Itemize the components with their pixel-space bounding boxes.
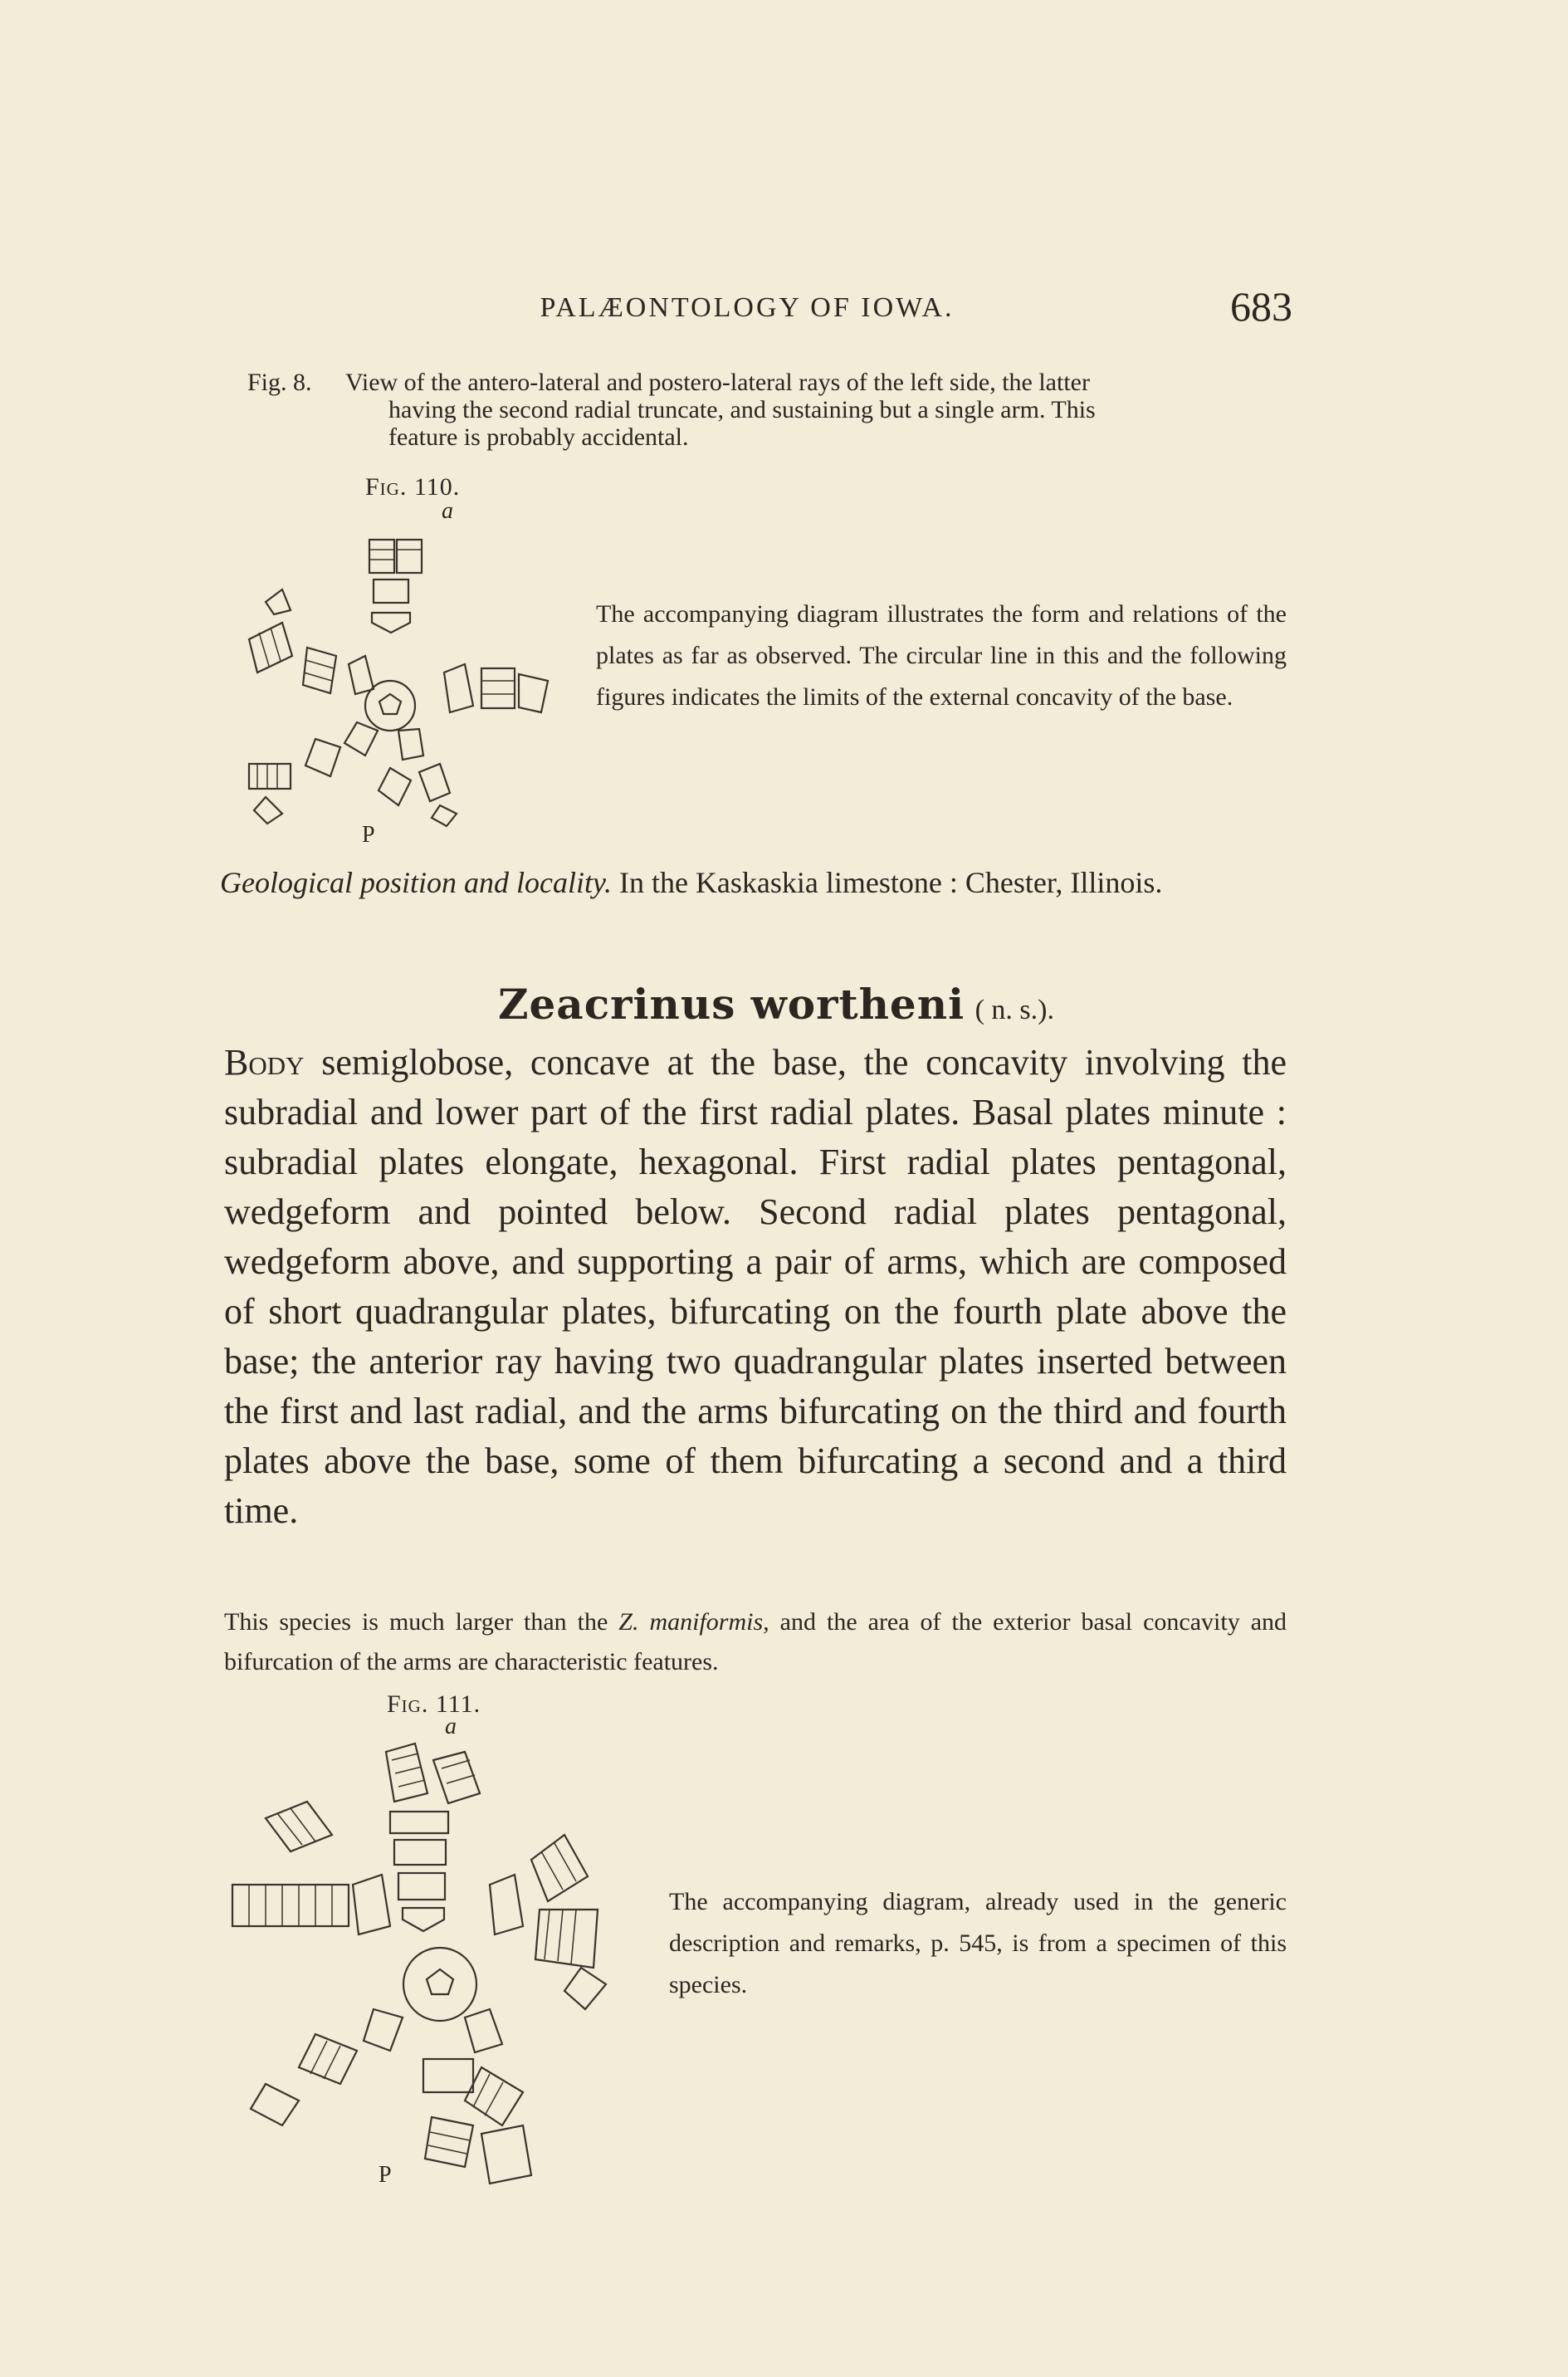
fig-111-radial-plate bbox=[465, 2009, 502, 2052]
fig-110-radial-plate bbox=[344, 722, 378, 756]
fig-110-diagram bbox=[232, 531, 581, 830]
fig-111-radial-plate bbox=[398, 1873, 445, 1900]
fig-110-arm-plate bbox=[266, 589, 291, 614]
fig-110-arm-plate bbox=[432, 805, 457, 826]
fig-110-arm-plate bbox=[305, 739, 340, 776]
fig-110-radial-plate bbox=[444, 664, 473, 712]
fig-111-arm-plate bbox=[433, 1752, 480, 1803]
fig-111-radial-plate bbox=[364, 2009, 403, 2051]
fig-111-diagram bbox=[216, 1735, 664, 2200]
fig-110-basal-plates bbox=[379, 694, 401, 714]
page-number: 683 bbox=[1230, 283, 1292, 330]
fig-111-arm-plate bbox=[423, 2059, 473, 2092]
species-name: Zeacrinus wortheni bbox=[498, 980, 965, 1029]
remark-after: and the area of the exterior basal concavity and bifurcation of the arms are characteristic features. bbox=[224, 1608, 1287, 1675]
fig-110-arm-plate bbox=[369, 540, 394, 573]
species-description bbox=[224, 1038, 1287, 1536]
fig-110-arm-plate bbox=[379, 768, 411, 805]
fig-111-radial-plate bbox=[403, 1908, 444, 1931]
fig-111-arm-plate bbox=[531, 1835, 588, 1901]
fig-111-label: Fig. 111. bbox=[387, 1690, 481, 1718]
fig-111-arm-plate bbox=[481, 2125, 531, 2184]
fig-110-radial-plate bbox=[374, 580, 408, 603]
fig-111-arm-plate bbox=[266, 1802, 332, 1851]
fig-110-arm-plate bbox=[249, 623, 292, 673]
fig-111-radial-plate bbox=[490, 1875, 523, 1934]
remark-species-ref: Z. maniformis, bbox=[618, 1608, 769, 1636]
fig-110-arm-plate bbox=[481, 668, 515, 708]
fig-111-arm-plate bbox=[390, 1812, 448, 1833]
fig-110-arm-plate bbox=[249, 764, 291, 789]
fig-110-arm-plate bbox=[519, 674, 548, 712]
fig-110-radial-plate bbox=[349, 656, 374, 694]
fig-111-arm-plate bbox=[394, 1840, 446, 1865]
species-remark bbox=[224, 1602, 1287, 1682]
fig-111-description: The accompanying diagram, already used in the generic description and remarks, p. 545, is from a specimen of this species. bbox=[669, 1888, 1287, 1998]
geology-text: In the Kaskaskia limestone : Chester, Illinois. bbox=[618, 866, 1163, 899]
fig-110-letter-top: a bbox=[442, 498, 453, 524]
fig-111-arm-plate bbox=[251, 2084, 299, 2125]
description-lead: Body bbox=[224, 1042, 305, 1083]
caption-line-3: feature is probably accidental. bbox=[388, 423, 689, 451]
fig-111-arm-plate bbox=[299, 2034, 357, 2084]
fig-111-letter-bottom: P bbox=[379, 2162, 392, 2188]
caption-label: Fig. 8. bbox=[247, 369, 312, 396]
fig-110-description: The accompanying diagram illustrates the form and relations of the plates as far as observed. The circular line in this and the following figures indicates the limits of the external concavity of the base. bbox=[596, 600, 1287, 711]
fig-111-base-circle bbox=[403, 1948, 476, 2021]
caption-line-2: having the second radial truncate, and sustaining but a single arm. This bbox=[388, 396, 1096, 423]
caption-line-1: View of the antero-lateral and postero-lateral rays of the left side, the latter bbox=[345, 369, 1090, 396]
fig-111-arm-plate bbox=[564, 1968, 606, 2009]
fig-111-radial-plate bbox=[353, 1875, 390, 1934]
fig-111-basal-plates bbox=[427, 1969, 453, 1994]
fig-110-arm-plate bbox=[303, 648, 336, 693]
figure-caption bbox=[247, 369, 1293, 451]
running-title: PALÆONTOLOGY OF IOWA. bbox=[540, 292, 955, 323]
fig-110-letter-bottom: P bbox=[362, 822, 375, 848]
fig-111-arm-plate bbox=[232, 1885, 349, 1926]
fig-110-arm-plate bbox=[254, 797, 282, 824]
fig-110-radial-plate bbox=[372, 613, 410, 633]
description-text: semiglobose, concave at the base, the concavity involving the subradial and lower part of the first radial plates. Basal plates minute : subradial plates elongate, hexagonal. First radial plates pentagonal, wedgeform and pointed below. Second radial plates pentagonal, wedgeform above, and supporting a pair of arms, which are composed of short quadrangular plates, bifurcating on the fourth plate above the base; the anterior ray having two quadrangular plates inserted between the first and last radial, and the arms bifurcating on the third and fourth plates above the base, some of them bifurcating a second and a third time. bbox=[224, 1042, 1287, 1531]
remark-before: This species is much larger than the bbox=[224, 1608, 608, 1636]
species-heading bbox=[498, 980, 1162, 1029]
fig-110-arm-plate bbox=[419, 764, 450, 801]
geology-label: Geological position and locality. bbox=[220, 866, 612, 899]
fig-111-arm-plate bbox=[425, 2117, 473, 2167]
fig-111-arm-plate bbox=[386, 1744, 427, 1802]
geological-locality bbox=[220, 860, 1287, 905]
fig-111-letter-top: a bbox=[445, 1714, 457, 1739]
species-suffix: ( n. s.). bbox=[975, 995, 1054, 1025]
fig-110-label: Fig. 110. bbox=[365, 473, 461, 501]
fig-110-radial-plate bbox=[398, 729, 423, 760]
fig-110-arm-plate bbox=[397, 540, 422, 573]
